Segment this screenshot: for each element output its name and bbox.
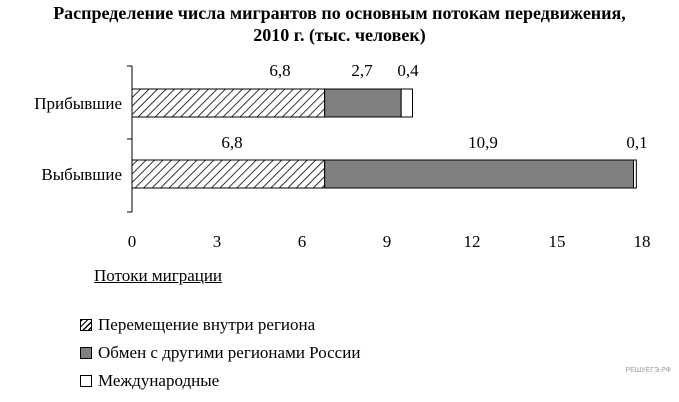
- data-label-1-0: 6,8: [221, 133, 243, 152]
- x-tick-label-12: 12: [463, 232, 481, 251]
- x-tick-label-0: 0: [127, 232, 137, 251]
- bar-segment-0-2: [401, 89, 412, 117]
- data-label-0-0: 6,8: [269, 61, 291, 80]
- bar-segment-1-0: [132, 160, 325, 188]
- data-label-1-1: 10,9: [468, 133, 498, 152]
- chart-title-line2: 2010 г. (тыс. человек): [253, 25, 426, 45]
- legend-swatch-hatch: [80, 319, 92, 331]
- legend-item-international: [80, 371, 219, 391]
- legend-title: Потоки миграции: [94, 266, 223, 285]
- chart-title-line1: Распределение числа мигрантов по основным потокам передвижения,: [53, 3, 626, 23]
- legend-label-interregional: Обмен с другими регионами России: [98, 343, 361, 362]
- x-tick-label-9: 9: [382, 232, 392, 251]
- legend-item-intra-region: [80, 315, 315, 335]
- x-tick-label-18: 18: [633, 232, 651, 251]
- x-tick-label-3: 3: [212, 232, 222, 251]
- x-tick-label-15: 15: [548, 232, 566, 251]
- data-label-1-2: 0,1: [626, 133, 648, 152]
- bar-segment-1-1: [325, 160, 634, 188]
- legend-swatch-gray: [80, 347, 92, 359]
- bar-segment-0-0: [132, 89, 325, 117]
- bar-segment-0-1: [325, 89, 402, 117]
- category-label-1: Выбывшие: [41, 165, 122, 184]
- legend-label-international: Международные: [98, 371, 220, 390]
- category-label-0: Прибывшие: [34, 94, 122, 113]
- data-label-0-2: 0,4: [397, 61, 419, 80]
- legend-swatch-white: [80, 375, 92, 387]
- bar-segment-1-2: [634, 160, 637, 188]
- x-tick-label-6: 6: [297, 232, 307, 251]
- data-label-0-1: 2,7: [351, 61, 373, 80]
- legend-item-interregional: [80, 343, 360, 363]
- watermark: РЕШУЕГЭ.РФ: [625, 367, 671, 374]
- legend-label-intra-region: Перемещение внутри региона: [98, 315, 316, 334]
